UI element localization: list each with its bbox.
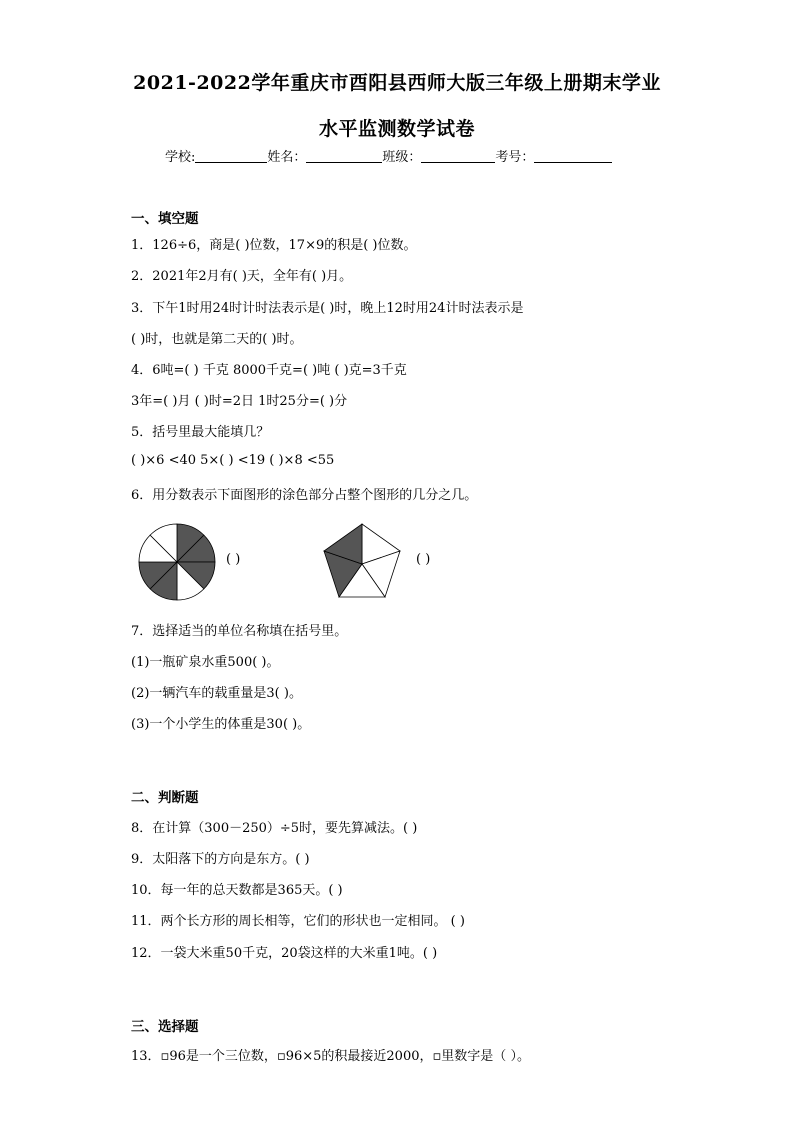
shaded-pentagon-figure [320, 521, 404, 601]
question-3-line-1: 3．下午1时用24时计时法表示是( )时，晚上12时用24计时法表示是 [131, 301, 524, 316]
question-13: 13．▫96是一个三位数，▫96×5的积最接近2000，▫里数字是（ ）。 [131, 1049, 530, 1064]
title-line-2: 水平监测数学试卷 [318, 118, 475, 140]
shaded-circle-figure [136, 522, 218, 602]
question-4-line-1: 4．6吨=( ) 千克 8000千克=( )吨 ( )克=3千克 [131, 363, 407, 378]
question-6: 6．用分数表示下面图形的涂色部分占整个图形的几分之几。 [131, 488, 478, 503]
exam-no-field[interactable] [534, 149, 612, 163]
section-true-false: 二、判断题 [131, 790, 199, 806]
question-7-2: (2)一辆汽车的载重量是3( )。 [131, 686, 302, 701]
question-5-items: ( )×6 <40 5×( ) <19 ( )×8 <55 [131, 453, 335, 468]
question-6-answer-2[interactable]: ( ) [416, 552, 431, 567]
school-field[interactable] [195, 149, 267, 163]
section-fill-blank: 一、填空题 [131, 211, 199, 227]
question-9: 9．太阳落下的方向是东方。( ) [131, 852, 310, 867]
student-info [165, 146, 612, 165]
question-12: 12．一袋大米重50千克，20袋这样的大米重1吨。( ) [131, 946, 438, 961]
name-field[interactable] [306, 149, 382, 163]
name-label: 姓名： [267, 150, 307, 165]
question-5: 5．括号里最大能填几？ [131, 425, 270, 440]
question-6-answer-1[interactable]: ( ) [226, 552, 241, 567]
question-11: 11．两个长方形的周长相等，它们的形状也一定相同。 ( ) [131, 914, 465, 929]
section-multiple-choice: 三、选择题 [131, 1019, 199, 1035]
class-field[interactable] [421, 149, 495, 163]
question-2: 2．2021年2月有( )天，全年有( )月。 [131, 269, 353, 284]
exam-no-label: 考号： [495, 150, 535, 165]
question-7: 7．选择适当的单位名称填在括号里。 [131, 624, 348, 639]
question-1: 1．126÷6，商是( )位数，17×9的积是( )位数。 [131, 238, 417, 253]
question-8: 8．在计算（300－250）÷5时，要先算减法。( ) [131, 821, 418, 836]
title-line-1: 2021-2022学年重庆市酉阳县西师大版三年级上册期末学业 [133, 72, 661, 94]
question-7-1: (1)一瓶矿泉水重500( )。 [131, 655, 280, 670]
question-3-line-2: ( )时，也就是第二天的( )时。 [131, 332, 303, 347]
question-4-line-2: 3年=( )月 ( )时=2日 1时25分=( )分 [131, 394, 348, 409]
school-label: 学校: [165, 150, 196, 165]
class-label: 班级： [382, 150, 422, 165]
question-10: 10．每一年的总天数都是365天。( ) [131, 883, 343, 898]
question-7-3: (3)一个小学生的体重是30( )。 [131, 717, 311, 732]
